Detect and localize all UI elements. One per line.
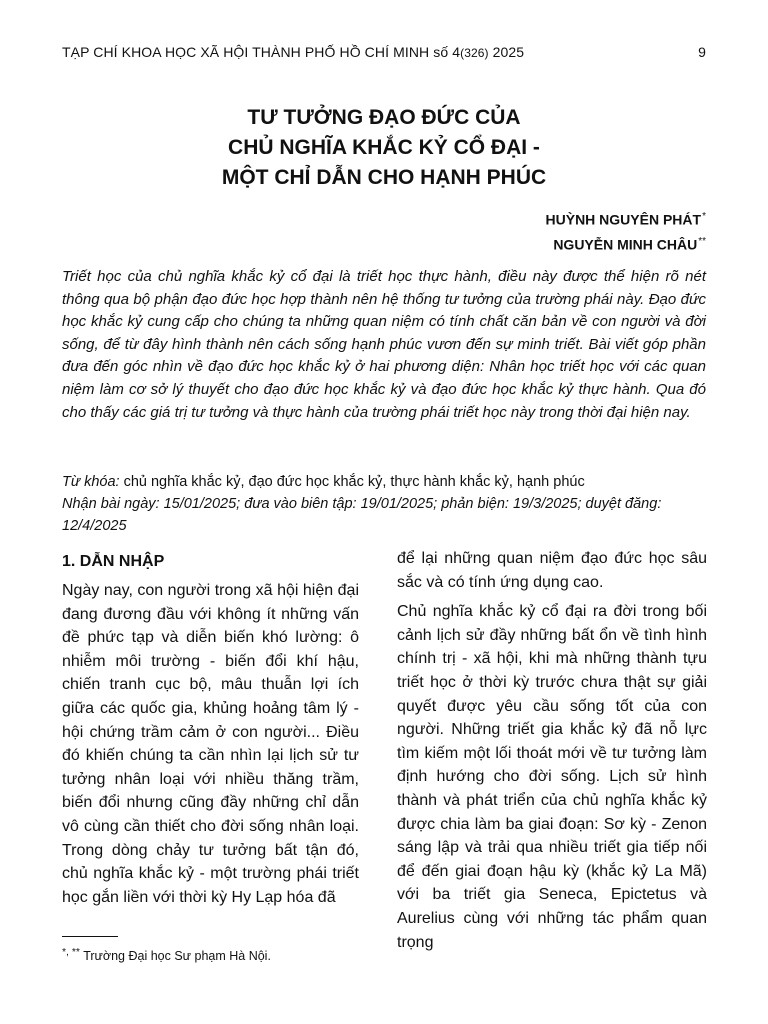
submission-dates: Nhận bài ngày: 15/01/2025; đưa vào biên tập: 19/01/2025; phản biện: 19/3/2025; duyệt đăng: 12/4/2025 (62, 496, 662, 534)
continued-paragraph: để lại những quan niệm đạo đức học sâu sắc và có tính ứng dụng cao. (397, 550, 707, 591)
right-column (397, 547, 707, 960)
footnote (62, 944, 271, 965)
intro-paragraph: Ngày nay, con người trong xã hội hiện đại đang đương đầu với không ít những vấn đề phức tạp và diễn biến khó lường: ô nhiễm môi trường - biến đổi khí hậu, chiến tranh cục bộ, mâu thuẫn lợi ích giữa các quốc gia, khủng hoảng tâm lý - hội chứng trầm cảm ở con người... Điều đó khiến chúng ta cần nhìn lại lịch sử tư tưởng nhân loại với nhiều thăng trầm, biến đổi nhưng cũng đầy những chỉ dẫn vô cùng cần thiết cho đời sống nhân loại. Trong dòng chảy tư tưởng bất tận đó, chủ nghĩa khắc kỷ - một trường phái triết học gắn liền với thời kỳ Hy Lạp hóa đã (62, 582, 359, 906)
journal-name: TẠP CHÍ KHOA HỌC XÃ HỘI THÀNH PHỐ HỒ CHÍ MINH số 4(326) 2025 (62, 44, 525, 60)
keywords-label: Từ khóa: (62, 474, 120, 490)
footnote-divider (62, 936, 118, 937)
history-paragraph: Chủ nghĩa khắc kỷ cổ đại ra đời trong bối cảnh lịch sử đầy những bất ổn về tình hình chính trị - xã hội, khi mà những thành tựu triết học ở thời kỳ trước chưa thật sự giải quyết được yêu cầu sống tốt của con người. Những triết gia khắc kỷ đã nỗ lực tìm kiếm một lối thoát mới về tư tưởng làm định hướng cho đời sống. Lịch sử hình thành và phát triển của chủ nghĩa khắc kỷ được chia làm ba giai đoạn: Sơ kỳ - Zenon sáng lập và trải qua nhiều triết gia tiếp nối để đến giai đoạn hậu kỳ (khắc kỷ La Mã) với ba triết gia Seneca, Epictetus và Aurelius cùng với những tác phẩm quan trọng (397, 603, 707, 951)
issue-number: (326) (460, 46, 489, 60)
footnote-marks: *, ** (62, 947, 80, 958)
keywords (62, 471, 706, 493)
title-line-3: MỘT CHỈ DẪN CHO HẠNH PHÚC (221, 166, 547, 189)
keywords-text: chủ nghĩa khắc kỷ, đạo đức học khắc kỷ, thực hành khắc kỷ, hạnh phúc (123, 474, 585, 490)
title-line-1: TƯ TƯỞNG ĐẠO ĐỨC CỦA (247, 106, 521, 129)
author-1: HUỲNH NGUYÊN PHÁT* (545, 211, 706, 228)
running-header (62, 44, 706, 60)
author-list (546, 206, 706, 255)
footnote-text: Trường Đại học Sư phạm Hà Nội. (83, 949, 271, 964)
title-line-2: CHỦ NGHĨA KHẮC KỶ CỔ ĐẠI - (228, 136, 540, 159)
author-2: NGUYỄN MINH CHÂU** (553, 235, 706, 253)
left-column (62, 550, 359, 915)
issue-year: 2025 (492, 44, 525, 60)
author-1-mark: * (702, 211, 706, 222)
article-title (62, 103, 706, 193)
section-heading: 1. DẪN NHẬP (62, 553, 165, 570)
abstract: Triết học của chủ nghĩa khắc kỷ cổ đại là triết học thực hành, điều này được thể hiện rõ nét thông qua bộ phận đạo đức học hợp thành nên hệ thống tư tưởng của trường phái này. Đạo đức học khắc kỷ cung cấp cho chúng ta những quan niệm có tính chất căn bản về con người và đời sống, để từ đây hình thành nên cách sống hạnh phúc vươn đến sự minh triết. Bài viết góp phần đưa đến góc nhìn về đạo đức học khắc kỷ ở hai phương diện: Nhân học triết học với các quan niệm làm cơ sở lý thuyết cho đạo đức học khắc kỷ và đạo đức học khắc kỷ thực hành. Qua đó cho thấy các giá trị tư tưởng và thực hành của trường phái triết học này trong thời đại hiện nay. (62, 268, 706, 421)
author-2-mark: ** (698, 235, 706, 247)
page-number: 9 (698, 44, 706, 60)
